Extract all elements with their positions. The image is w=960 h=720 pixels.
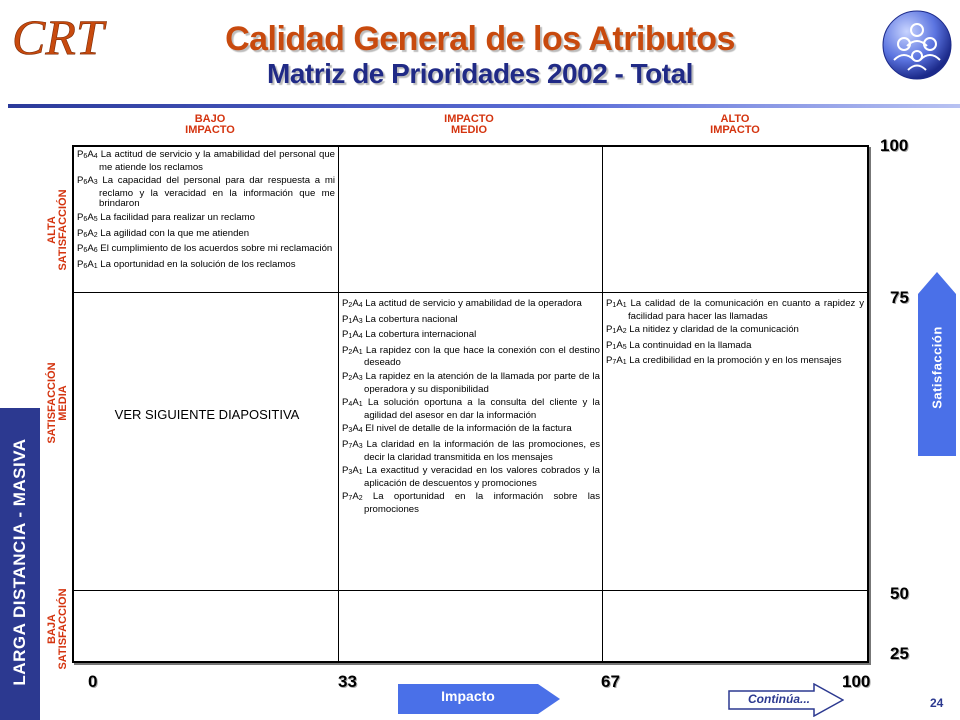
row-header-medium-satisfaction: SATISFACCIÓN MEDIA — [46, 362, 69, 444]
attribute-item: $P_2A_1$ La rapidez con la que hace la conexión con el destino deseado — [342, 344, 600, 369]
cell-medium-satisfaction-high-impact — [606, 299, 864, 372]
column-header-high-impact: ALTO IMPACTO — [710, 113, 760, 136]
page-subtitle: Matriz de Prioridades 2002 - Total — [267, 58, 693, 89]
attribute-item: $P_3A_1$ La exactitud y veracidad en los valores cobrados y la aplicación de descuentos y promociones — [342, 465, 600, 489]
cell-medium-satisfaction-medium-impact — [342, 299, 600, 519]
x-tick-67: 67 — [601, 672, 620, 691]
cell-high-satisfaction-low-impact — [77, 150, 335, 275]
attribute-item: $P_1A_2$ La nitidez y claridad de la comunicación — [606, 324, 799, 336]
attribute-item: $P_7A_1$ La credibilidad en la promoción y en los mensajes — [606, 355, 842, 367]
satisfaction-axis-label: Satisfacción — [929, 326, 945, 409]
x-tick-33: 33 — [338, 672, 357, 691]
x-tick-100: 100 — [842, 672, 871, 691]
section-sidebar-label: LARGA DISTANCIA - MASIVA — [10, 438, 29, 686]
attribute-item: $P_7A_3$ La claridad en la información de las promociones, es decir la claridad transmitida en los mensajes — [342, 438, 600, 463]
attribute-item: $P_6A_6$ El cumplimiento de los acuerdos sobre mi reclamación — [77, 243, 333, 255]
page-title: Calidad General de los Atributos — [225, 20, 735, 58]
attribute-item: $P_1A_1$ La calidad de la comunicación en cuanto a rapidez y facilidad para hacer las llamadas — [606, 298, 864, 322]
attribute-item: $P_6A_2$ La agilidad con la que me atienden — [77, 227, 250, 239]
attribute-item: $P_6A_1$ La oportunidad en la solución de los reclamos — [77, 258, 296, 270]
column-header-low-impact: BAJO IMPACTO — [185, 113, 235, 136]
column-header-medium-impact: IMPACTO MEDIO — [444, 113, 494, 136]
y-tick-100: 100 — [880, 136, 909, 155]
attribute-item: $P_6A_5$ La facilidad para realizar un reclamo — [77, 211, 255, 223]
row-header-low-satisfaction: BAJA SATISFACCIÓN — [46, 588, 69, 670]
attribute-item: $P_1A_4$ La cobertura internacional — [342, 329, 477, 341]
attribute-item: $P_1A_3$ La cobertura nacional — [342, 313, 458, 325]
attribute-item: $P_7A_2$ La oportunidad en la información sobre las promociones — [342, 491, 600, 515]
priority-matrix — [72, 145, 869, 663]
attribute-item: $P_1A_5$ La continuidad en la llamada — [606, 339, 752, 351]
crt-logo-text: CRT — [12, 9, 104, 64]
attribute-item: $P_6A_3$ La capacidad del personal para dar respuesta a mi reclamo y la veracidad en la información que me brindaron — [77, 175, 335, 210]
attribute-item: $P_2A_4$ La actitud de servicio y amabilidad de la operadora — [342, 298, 582, 309]
attribute-item: $P_2A_3$ La rapidez en la atención de la llamada por parte de la operadora y su disponibilidad — [342, 370, 600, 395]
attribute-item: $P_3A_4$ El nivel de detalle de la información de la factura — [342, 423, 572, 435]
see-next-slide-note: VER SIGUIENTE DIAPOSITIVA — [114, 407, 300, 422]
header-divider — [8, 104, 960, 108]
attribute-item: $P_4A_1$ La solución oportuna a la consulta del cliente y la agilidad del asesor en dar la información — [342, 397, 600, 421]
page-number: 24 — [930, 696, 944, 710]
attribute-item: $P_6A_4$ La actitud de servicio y la amabilidad del personal que me atiende los reclamos — [77, 149, 335, 173]
y-tick-75: 75 — [890, 288, 909, 307]
continue-label[interactable]: Continúa... — [748, 692, 810, 706]
y-tick-25: 25 — [890, 644, 909, 663]
y-tick-50: 50 — [890, 584, 909, 603]
x-tick-0: 0 — [88, 672, 98, 691]
row-header-high-satisfaction: ALTA SATISFACCIÓN — [46, 189, 69, 271]
impact-axis-label: Impacto — [441, 688, 495, 704]
